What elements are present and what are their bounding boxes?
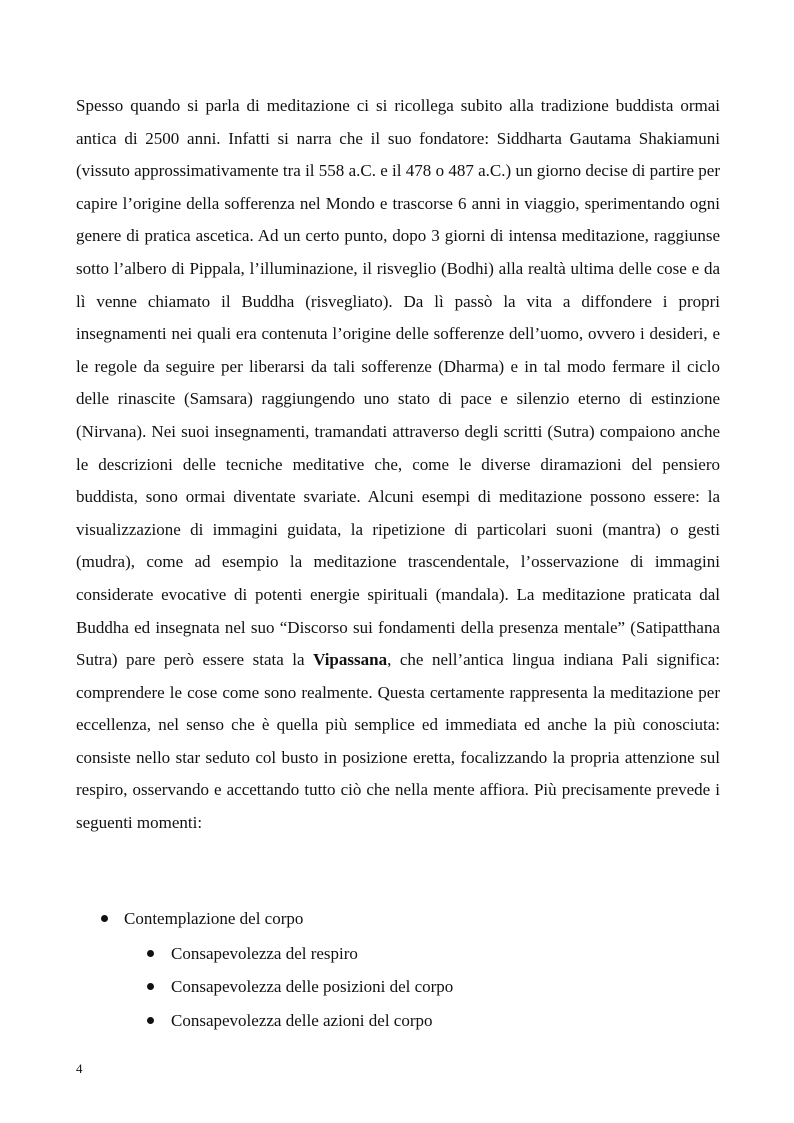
sub-list-item: Consapevolezza del respiro xyxy=(171,944,358,963)
sub-list-item: Consapevolezza delle posizioni del corpo xyxy=(171,977,454,996)
bold-term-vipassana: Vipassana xyxy=(313,650,388,670)
paragraph-text-start: Spesso quando si parla di meditazione ci si ricollega subito alla tradizione buddista ormai antica di 2500 anni. Infatti si narra che il suo fondatore: Siddharta Gautama Shakiamuni (vissuto approssimativamente tra il 558 a.C. e il 478 o 487 a.C.) un giorno decise di partire per capire l’origine della sofferenza nel Mondo e trascorse 6 anni in viaggio, sperimentando ogni genere di pratica ascetica. Ad un certo punto, dopo 3 giorni di intensa meditazione, raggiunse sotto l’albero di Pippala, l’illuminazione, il risveglio (Bodhi) alla realtà ultima delle cose e da lì venne chiamato il Buddha (risvegliato). Da lì passò la vita a diffondere i propri insegnamenti nei quali era contenuta l’origine delle sofferenze dell’uomo, ovvero i desideri, e le regole da seguire per liberarsi da tali sofferenze (Dharma) e in tal modo fermare il ciclo delle rinascite (Samsara) raggiungendo uno stato di pace e silenzio eterno di estinzione (Nirvana). Nei suoi insegnamenti, tramandati attraverso degli scritti (Sutra) compaiono anche le descrizioni delle tecniche meditative che, come le diverse diramazioni del pensiero buddista, sono ormai diventate svariate. Alcuni esempi di meditazione possono essere: la visualizzazione di immagini guidata, la ripetizione di particolari suoni (mantra) o gesti (mudra), come ad esempio la meditazione trascendentale, l’osservazione di immagini considerate evocative di potenti energie spirituali (mandala). La meditazione praticata dal Buddha ed insegnata nel suo “Discorso sui fondamenti della presenza mentale” (Satipatthana Sutra) pare però essere stata la xyxy=(76,96,720,670)
bullet-icon xyxy=(101,915,108,922)
sub-list-item: Consapevolezza delle azioni del corpo xyxy=(171,1011,433,1030)
body-paragraph xyxy=(76,90,720,840)
bullet-icon xyxy=(147,983,154,990)
bullet-icon xyxy=(147,950,154,957)
list-item-contemplation: Contemplazione del corpo xyxy=(124,909,304,928)
paragraph-text-end: , che nell’antica lingua indiana Pali significa: comprendere le cose come sono realmente. Questa certamente rappresenta la meditazione per eccellenza, nel senso che è quella più semplice ed immediata ed anche la più conosciuta: consiste nello star seduto col busto in posizione eretta, focalizzando la propria attenzione sul respiro, osservando e accettando tutto ciò che nella mente affiora. Più precisamente prevede i seguenti momenti: xyxy=(76,650,720,833)
page-number: 4 xyxy=(76,1061,83,1076)
bullet-icon xyxy=(147,1017,154,1024)
